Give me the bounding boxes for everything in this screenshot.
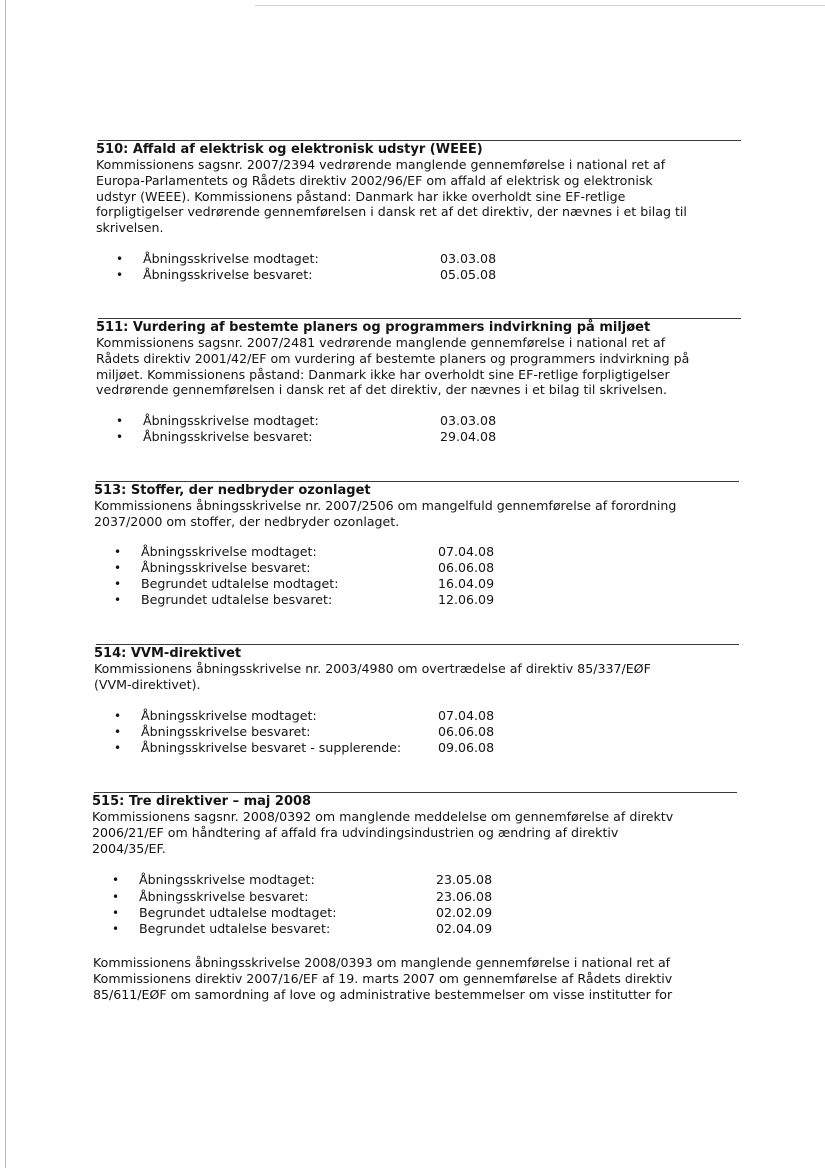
bullet-icon: • — [116, 251, 124, 266]
scan-edge-top — [255, 5, 825, 6]
bullet-icon: • — [116, 268, 124, 283]
body-line: skrivelsen. — [96, 220, 164, 236]
section-heading: 510: Affald af elektrisk og elektronisk udstyr (WEEE) — [96, 142, 483, 157]
item-label: Begrundet udtalelse besvaret: — [139, 920, 331, 936]
item-date: 16.04.09 — [438, 575, 495, 591]
item-label: Åbningsskrivelse modtaget: — [141, 543, 317, 559]
list-item — [94, 724, 739, 740]
body-line: Kommissionens åbningsskrivelse 2008/0393 om manglende gennemførelse i national ret af — [93, 955, 671, 970]
list-item — [92, 872, 737, 888]
body-line: vedrørende gennemførelsen i dansk ret af det direktiv, der nævnes i et bilag til skrivelsen. — [96, 382, 667, 398]
section-body — [92, 809, 737, 856]
section-rule — [96, 644, 739, 645]
bullet-icon: • — [116, 414, 124, 429]
item-date: 06.06.08 — [438, 723, 495, 739]
bullet-icon: • — [114, 593, 122, 608]
item-label: Åbningsskrivelse modtaget: — [139, 872, 315, 888]
bullet-icon: • — [114, 708, 122, 723]
item-label: Åbningsskrivelse besvaret: — [143, 267, 313, 283]
body-line: Rådets direktiv 2001/42/EF om vurdering af bestemte planers og programmers indvirkning på — [96, 350, 690, 366]
item-label: Åbningsskrivelse besvaret: — [141, 723, 311, 739]
list-item — [94, 544, 739, 560]
body-line: Europa-Parlamentets og Rådets direktiv 2002/96/EF om affald af elektrisk og elektronisk — [96, 172, 653, 188]
item-label: Åbningsskrivelse besvaret: — [143, 429, 313, 445]
list-item — [96, 413, 741, 429]
item-date: 07.04.08 — [438, 707, 495, 723]
list-item — [94, 576, 739, 592]
section-heading: 514: VVM-direktivet — [94, 646, 242, 661]
body-line: forpligtigelser vedrørende gennemførelsen i dansk ret af det direktiv, der nævnes i et bilag til — [96, 204, 687, 220]
date-list — [96, 251, 741, 283]
item-date: 03.03.08 — [440, 250, 497, 266]
item-date: 06.06.08 — [438, 559, 495, 575]
item-label: Åbningsskrivelse modtaget: — [143, 250, 319, 266]
body-line: 85/611/EØF om samordning af love og administrative bestemmelser om visse institutter for — [93, 986, 673, 1002]
body-line: 2004/35/EF. — [92, 840, 166, 856]
bullet-icon: • — [114, 724, 122, 739]
item-label: Åbningsskrivelse besvaret - supplerende: — [141, 739, 402, 755]
list-item — [94, 740, 739, 756]
body-line: miljøet. Kommissionens påstand: Danmark ikke har overholdt sine EF-retlige forpligtigelser — [96, 366, 670, 382]
item-label: Begrundet udtalelse modtaget: — [139, 904, 337, 920]
list-item — [92, 905, 737, 921]
date-list — [94, 708, 739, 757]
date-list — [96, 413, 741, 445]
scan-edge-left — [5, 0, 6, 1168]
bullet-icon: • — [112, 921, 120, 936]
bullet-icon: • — [114, 560, 122, 575]
section-rule — [98, 318, 741, 319]
body-line: udstyr (WEEE). Kommissionens påstand: Danmark har ikke overholdt sine EF-retlige — [96, 188, 626, 204]
body-line: Kommissionens sagsnr. 2008/0392 om manglende meddelelse om gennemførelse af direktv — [92, 809, 674, 824]
section-rule — [94, 792, 737, 793]
body-line: (VVM-direktivet). — [94, 676, 201, 692]
bullet-icon: • — [112, 905, 120, 920]
section-rule — [96, 481, 739, 482]
item-date: 12.06.09 — [438, 592, 495, 608]
section-515 — [92, 792, 737, 937]
date-list — [92, 872, 737, 937]
item-date: 02.02.09 — [436, 904, 493, 920]
bullet-icon: • — [112, 889, 120, 904]
section-body — [96, 157, 741, 236]
date-list — [94, 544, 739, 609]
item-label: Åbningsskrivelse besvaret: — [139, 888, 309, 904]
body-line: Kommissionens direktiv 2007/16/EF af 19. marts 2007 om gennemførelse af Rådets direktiv — [93, 970, 673, 986]
list-item — [96, 267, 741, 283]
body-line: 2037/2000 om stoffer, der nedbryder ozonlaget. — [94, 513, 400, 529]
bullet-icon: • — [114, 544, 122, 559]
bullet-icon: • — [114, 576, 122, 591]
bullet-icon: • — [112, 873, 120, 888]
section-513 — [94, 481, 739, 608]
item-label: Begrundet udtalelse besvaret: — [141, 592, 333, 608]
section-514 — [94, 644, 739, 756]
section-body — [94, 498, 739, 530]
section-heading: 511: Vurdering af bestemte planers og programmers indvirkning på miljøet — [96, 320, 651, 335]
body-line: Kommissionens åbningsskrivelse nr. 2003/4980 om overtrædelse af direktiv 85/337/EØF — [94, 661, 651, 676]
item-label: Begrundet udtalelse modtaget: — [141, 575, 339, 591]
section-heading: 513: Stoffer, der nedbryder ozonlaget — [94, 483, 371, 498]
bullet-icon: • — [116, 430, 124, 445]
list-item — [96, 429, 741, 445]
section-body — [94, 661, 739, 693]
list-item — [94, 560, 739, 576]
list-item — [96, 251, 741, 267]
section-510 — [96, 140, 741, 283]
item-date: 03.03.08 — [440, 413, 497, 429]
body-line: Kommissionens sagsnr. 2007/2481 vedrørende manglende gennemførelse i national ret af — [96, 335, 666, 350]
item-label: Åbningsskrivelse besvaret: — [141, 559, 311, 575]
list-item — [94, 592, 739, 608]
item-date: 23.05.08 — [436, 872, 493, 888]
section-body — [96, 335, 741, 398]
item-date: 02.04.09 — [436, 920, 493, 936]
section-heading: 515: Tre direktiver – maj 2008 — [92, 794, 312, 809]
item-date: 29.04.08 — [440, 429, 497, 445]
body-line: Kommissionens åbningsskrivelse nr. 2007/2506 om mangelfuld gennemførelse af forordning — [94, 498, 677, 513]
body-line: 2006/21/EF om håndtering af affald fra udvindingsindustrien og ændring af direktiv — [92, 824, 619, 840]
item-date: 09.06.08 — [438, 739, 495, 755]
item-date: 05.05.08 — [440, 267, 497, 283]
section-511 — [96, 318, 741, 446]
item-date: 07.04.08 — [438, 543, 495, 559]
bullet-icon: • — [114, 740, 122, 755]
item-label: Åbningsskrivelse modtaget: — [143, 413, 319, 429]
section-rule — [98, 140, 741, 141]
item-date: 23.06.08 — [436, 888, 493, 904]
item-label: Åbningsskrivelse modtaget: — [141, 707, 317, 723]
list-item — [94, 708, 739, 724]
list-item — [92, 889, 737, 905]
list-item — [92, 921, 737, 937]
body-line: Kommissionens sagsnr. 2007/2394 vedrørende manglende gennemførelse i national ret af — [96, 157, 666, 172]
trailing-paragraph — [93, 955, 723, 1002]
